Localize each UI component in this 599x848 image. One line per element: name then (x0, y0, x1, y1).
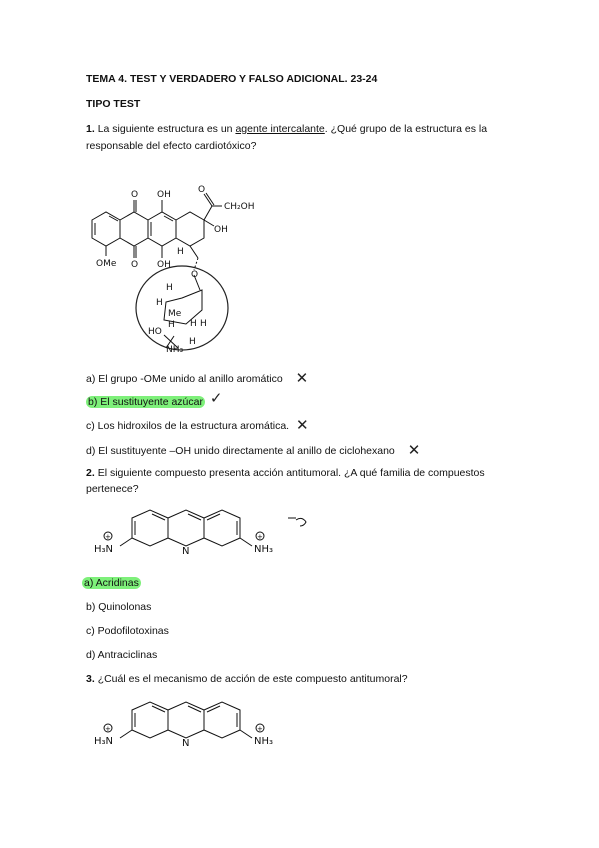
q2-option-c[interactable]: c) Podofilotoxinas (86, 625, 169, 637)
acridine-structure-q2 (92, 508, 292, 568)
label-h6: H (189, 337, 196, 347)
q1-option-d[interactable] (86, 442, 420, 458)
acridine-left-amine: H₃N (94, 736, 114, 747)
plus-icon: + (105, 725, 111, 733)
label-h3: H (168, 320, 175, 330)
q1-option-a-text: a) El grupo -OMe unido al anillo aromático (86, 373, 283, 385)
q1-option-c-text: c) Los hidroxilos de la estructura aromática. (86, 420, 290, 432)
acridine-n: N (182, 546, 190, 557)
x-mark-icon: ✕ (295, 369, 309, 387)
q1-option-b-text: b) El sustituyente azúcar (88, 396, 203, 408)
label-nh3: NH₃ (166, 345, 184, 355)
anthracycline-structure (82, 180, 302, 370)
q1-option-d-text: d) El sustituyente –OH unido directamente al anillo de ciclohexano (86, 445, 395, 457)
ring-1 (92, 212, 120, 246)
question-3-body: ¿Cuál es el mecanismo de acción de este compuesto antitumoral? (97, 673, 408, 685)
hand-drawn-circle (136, 266, 228, 350)
question-2-body: El siguiente compuesto presenta acción antitumoral. ¿A qué familia de compuestos pertenece? (86, 467, 485, 495)
label-h5: H (200, 319, 207, 329)
acridine-n: N (182, 738, 190, 749)
q2-option-b[interactable]: b) Quinolonas (86, 601, 152, 613)
acridine-left-amine: H₃N (94, 544, 114, 555)
label-o2: O (198, 185, 206, 195)
question-2-number: 2. (86, 467, 95, 479)
question-1-number: 1. (86, 123, 95, 135)
question-1-text-b: . ¿Qué grupo de la estructura es la responsable del efecto cardiotóxico? (86, 123, 488, 152)
section-title: TIPO TEST (86, 98, 141, 110)
q1-option-a[interactable] (86, 370, 308, 386)
q2-option-a-text: a) Acridinas (84, 577, 139, 589)
plus-icon: + (105, 533, 111, 541)
label-ch2oh: CH₂OH (224, 202, 255, 212)
plus-icon: + (257, 725, 263, 733)
acridine-right-amine: NH₃ (254, 544, 274, 555)
question-1-underlined: agente intercalante (235, 123, 325, 135)
question-1-text-a: La siguiente estructura es un (97, 123, 236, 135)
x-mark-icon: ✕ (407, 441, 421, 459)
acridine-structure-q3 (92, 700, 292, 760)
label-ome: OMe (96, 259, 117, 269)
check-mark-icon: ✓ (209, 389, 223, 407)
q2-option-d[interactable]: d) Antraciclinas (86, 649, 158, 661)
label-me: Me (168, 309, 182, 319)
label-h: H (177, 247, 184, 257)
question-2-text (86, 465, 526, 497)
ring-4 (176, 212, 204, 246)
label-o3: O (131, 260, 139, 270)
label-oh3: OH (157, 260, 171, 270)
label-h4: H (190, 319, 197, 329)
label-ho: HO (148, 327, 162, 337)
x-mark-icon: ✕ (296, 416, 309, 434)
acridine-right-amine: NH₃ (254, 736, 274, 747)
question-3-text (86, 672, 408, 686)
label-oh2: OH (214, 225, 228, 235)
label-o1: O (131, 190, 139, 200)
label-h2: H (156, 298, 163, 308)
q1-option-b[interactable] (86, 389, 223, 409)
question-1-text (86, 121, 526, 155)
label-h1: H (166, 283, 173, 293)
plus-icon: + (257, 533, 263, 541)
q1-option-c[interactable] (86, 417, 309, 433)
ring-2 (120, 212, 148, 246)
label-oh1: OH (157, 190, 171, 200)
question-3-number: 3. (86, 673, 95, 685)
document-title: TEMA 4. TEST Y VERDADERO Y FALSO ADICIONAL. 23-24 (86, 73, 378, 85)
ring-3 (148, 212, 176, 246)
label-o4: O (191, 270, 199, 280)
q2-option-a[interactable] (82, 576, 141, 590)
